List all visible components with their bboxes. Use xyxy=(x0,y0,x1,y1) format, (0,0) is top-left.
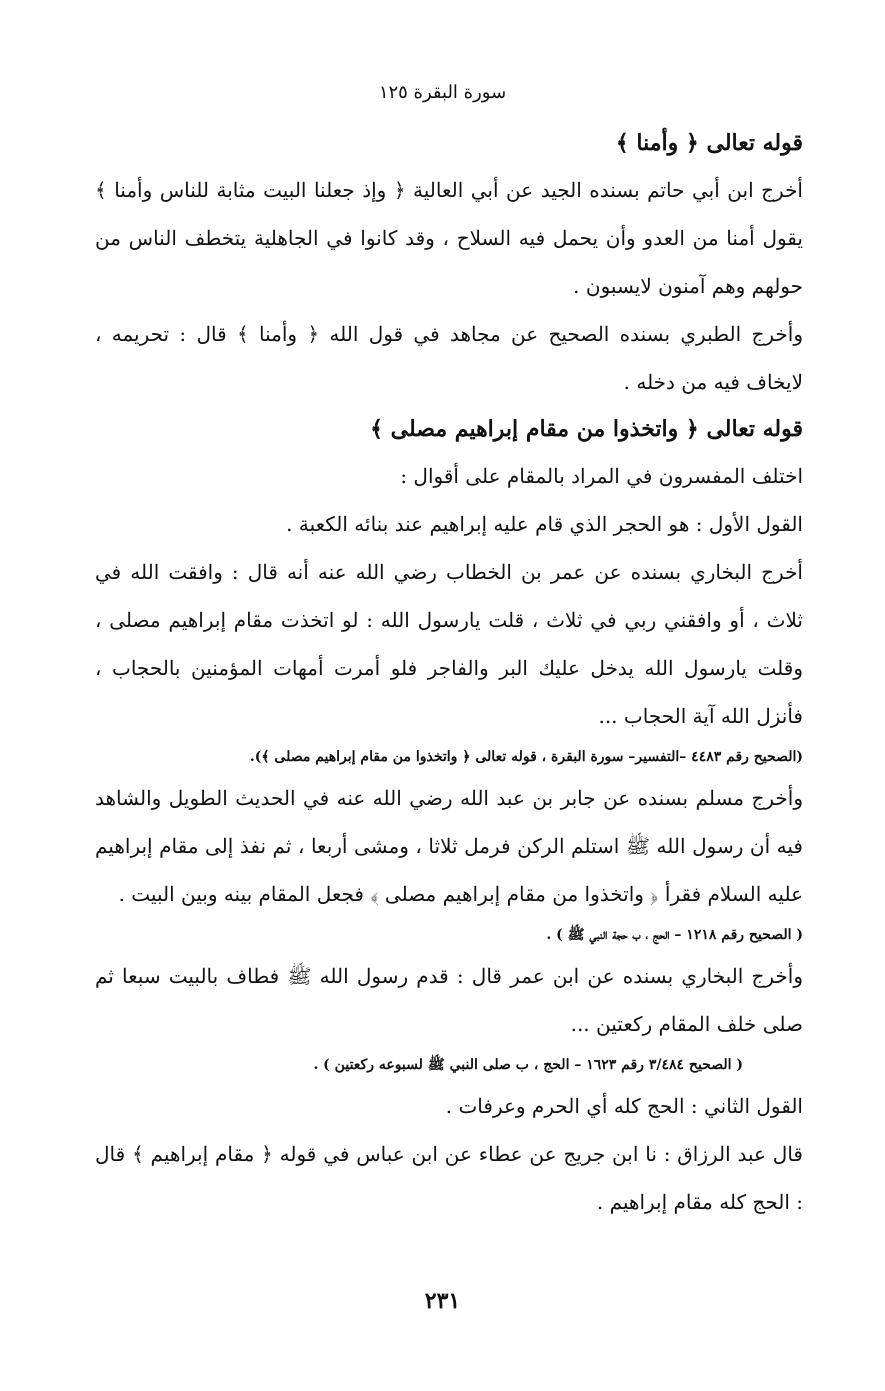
paragraph: اختلف المفسرون في المراد بالمقام على أقوال : xyxy=(400,464,803,488)
page-body xyxy=(95,120,803,1226)
page-number: ٢٣١ xyxy=(424,1288,461,1314)
running-header: سورة البقرة ١٢٥ xyxy=(378,82,507,103)
paragraph: وأخرج البخاري بسنده عن ابن عمر قال : قدم رسول الله ﷺ فطاف بالبيت سبعا ثم صلى خلف المقام ركعتين ... xyxy=(95,964,803,1036)
paragraph: القول الثاني : الحج كله أي الحرم وعرفات . xyxy=(445,1094,803,1118)
reference-note: ( الصحيح رقم ١٢١٨ – الحج ، ب حجة النبي ﷺ ) . xyxy=(546,927,803,943)
paragraph: أخرج ابن أبي حاتم بسنده الجيد عن أبي العالية ﴿ وإذ جعلنا البيت مثابة للناس وأمنا ﴾ يقول أمنا من العدو وأن يحمل فيه السلاح ، وقد كانوا في الجاهلية يتخطف الناس من حولهم وهم آمنون لايسبون . xyxy=(95,178,803,298)
reference-note: (الصحيح رقم ٤٤٨٣ –التفسير– سورة البقرة ، قوله تعالى ﴿ واتخذوا من مقام إبراهيم مصلى ﴾). xyxy=(249,749,803,765)
section-heading: قوله تعالى ﴿ واتخذوا من مقام إبراهيم مصلى ﴾ xyxy=(370,416,803,442)
paragraph: قال عبد الرزاق : نا ابن جريج عن عطاء عن ابن عباس في قوله ﴿ مقام إبراهيم ﴾ قال : الحج كله مقام إبراهيم . xyxy=(95,1142,803,1214)
paragraph: القول الأول : هو الحجر الذي قام عليه إبراهيم عند بنائه الكعبة . xyxy=(286,512,803,536)
paragraph: وأخرج مسلم بسنده عن جابر بن عبد الله رضي الله عنه في الحديث الطويل والشاهد فيه أن رسول الله ﷺ استلم الركن فرمل ثلاثا ، ومشى أربعا ، ثم نفذ إلى مقام إبراهيم عليه السلام فقرأ ﴿ واتخذوا من مقام إبراهيم مصلى ﴾ فجعل المقام بينه وبين البيت . xyxy=(95,786,803,906)
reference-note: ( الصحيح ٣/٤٨٤ رقم ١٦٢٣ – الحج ، ب صلى النبي ﷺ لسبوعه ركعتين ) . xyxy=(313,1057,743,1073)
section-heading: قوله تعالى ﴿ وأمنا ﴾ xyxy=(615,130,803,156)
paragraph: وأخرج الطبري بسنده الصحيح عن مجاهد في قول الله ﴿ وأمنا ﴾ قال : تحريمه ، لايخاف فيه من دخله . xyxy=(95,322,803,394)
paragraph: أخرج البخاري بسنده عن عمر بن الخطاب رضي الله عنه أنه قال : وافقت الله في ثلاث ، أو وافقني ربي في ثلاث ، قلت يارسول الله : لو اتخذت مقام إبراهيم مصلى ، وقلت يارسول الله يدخل عليك البر والفاجر فلو أمرت أمهات المؤمنين بالحجاب ، فأنزل الله آية الحجاب ... xyxy=(95,560,803,728)
